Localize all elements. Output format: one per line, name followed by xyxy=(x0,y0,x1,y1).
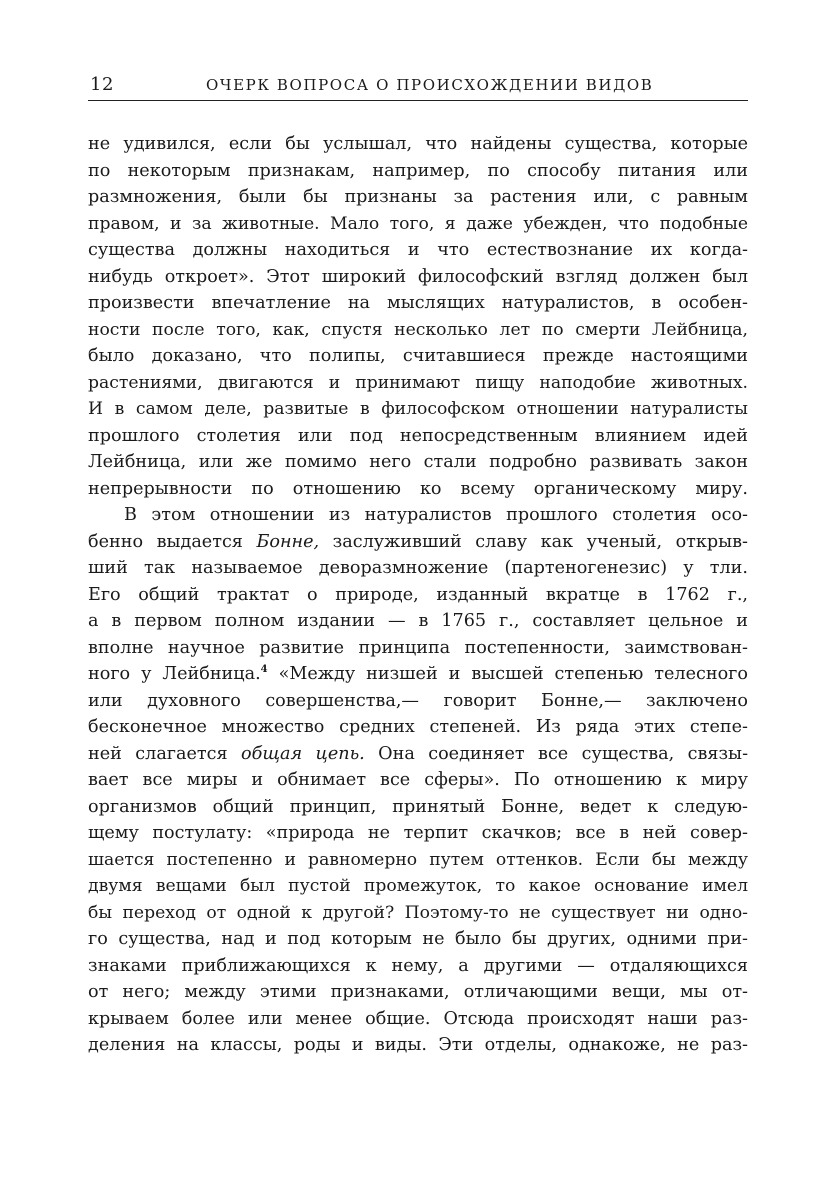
body-text xyxy=(88,131,748,1059)
footnote-marker: 4 xyxy=(260,664,268,675)
text-line: или духовного совершенства,— говорит Бонне,— заключено xyxy=(88,690,748,711)
text-line: го существа, над и под которым не было бы других, одними при- xyxy=(88,929,748,949)
text-line xyxy=(88,529,748,556)
text-line xyxy=(88,741,748,768)
running-title: ОЧЕРК ВОПРОСА О ПРОИСХОЖДЕНИИ ВИДОВ xyxy=(206,76,654,94)
page-header xyxy=(88,60,748,101)
text-fragment: «Между низшей и высшей степенью телесного xyxy=(267,664,748,684)
text-line: размножения, были бы признаны за растения или, с равным xyxy=(88,187,748,207)
text-line: от него; между этими признаками, отличающими вещи, мы от- xyxy=(88,982,748,1002)
text-fragment: заслуживший славу как ученый, открыв- xyxy=(319,531,748,552)
text-line: произвести впечатление на мыслящих натуралистов, в особен- xyxy=(88,293,748,313)
text-line: а в первом полном издании — в 1765 г., составляет цельное и xyxy=(88,611,748,631)
text-line: вает все миры и обнимает все сферы». По отношению к миру xyxy=(88,770,748,790)
text-line xyxy=(88,661,748,688)
italic-name-bonnet: Бонне, xyxy=(256,531,320,552)
text-line: деления на классы, роды и виды. Эти отделы, однакоже, не раз- xyxy=(88,1035,748,1055)
text-fragment: ней слагается xyxy=(88,743,242,764)
text-fragment: бенно выдается xyxy=(88,531,257,552)
text-fragment: Она соединяет все существа, связы- xyxy=(364,743,748,764)
text-line paragraph-start: В этом отношении из натуралистов прошлого столетия осо- xyxy=(124,505,748,525)
book-page xyxy=(88,60,748,1160)
text-line: правом, и за животные. Мало того, я даже убежден, что подобные xyxy=(88,213,748,234)
text-line: вполне научное развитие принципа постепенности, заимствован- xyxy=(88,637,748,658)
text-line: Его общий трактат о природе, изданный вкратце в 1762 г., xyxy=(88,584,748,605)
text-line: было доказано, что полипы, считавшиеся прежде настоящими xyxy=(88,346,748,366)
text-fragment: ного у Лейбница. xyxy=(88,664,261,684)
text-line paragraph-end: непрерывности по отношению ко всему органическому миру. xyxy=(88,478,748,499)
text-line: знаками приближающихся к нему, а другими — отдаляющихся xyxy=(88,955,748,976)
text-line: нибудь откроет». Этот широкий философский взгляд должен был xyxy=(88,266,748,287)
text-line: бесконечное множество средних степеней. Из ряда этих степе- xyxy=(88,717,748,737)
text-line: шается постепенно и равномерно путем оттенков. Если бы между xyxy=(88,849,748,870)
text-line: существа должны находиться и что естествознание их когда- xyxy=(88,240,748,260)
text-line: по некоторым признакам, например, по способу питания или xyxy=(88,160,748,181)
page-number: 12 xyxy=(90,74,114,95)
text-line: не удивился, если бы услышал, что найдены существа, которые xyxy=(88,134,748,154)
text-line: Лейбница, или же помимо него стали подробно развивать закон xyxy=(88,452,748,472)
text-line: двумя вещами был пустой промежуток, то какое основание имел xyxy=(88,876,748,896)
text-line: прошлого столетия или под непосредственным влиянием идей xyxy=(88,425,748,446)
text-line: организмов общий принцип, принятый Бонне, ведет к следую- xyxy=(88,796,748,817)
text-line: крываем более или менее общие. Отсюда происходят наши раз- xyxy=(88,1008,748,1029)
text-line: ший так называемое деворазмножение (партеногенезис) у тли. xyxy=(88,558,748,578)
italic-general-chain: общая цепь. xyxy=(241,743,365,764)
text-line: ности после того, как, спустя несколько лет по смерти Лейбница, xyxy=(88,319,748,340)
text-line: И в самом деле, развитые в философском отношении натуралисты xyxy=(88,399,748,419)
text-line: растениями, двигаются и принимают пищу наподобие животных. xyxy=(88,372,748,393)
text-line: щему постулату: «природа не терпит скачков; все в ней совер- xyxy=(88,823,748,843)
text-line: бы переход от одной к другой? Поэтому-то не существует ни одно- xyxy=(88,902,748,923)
